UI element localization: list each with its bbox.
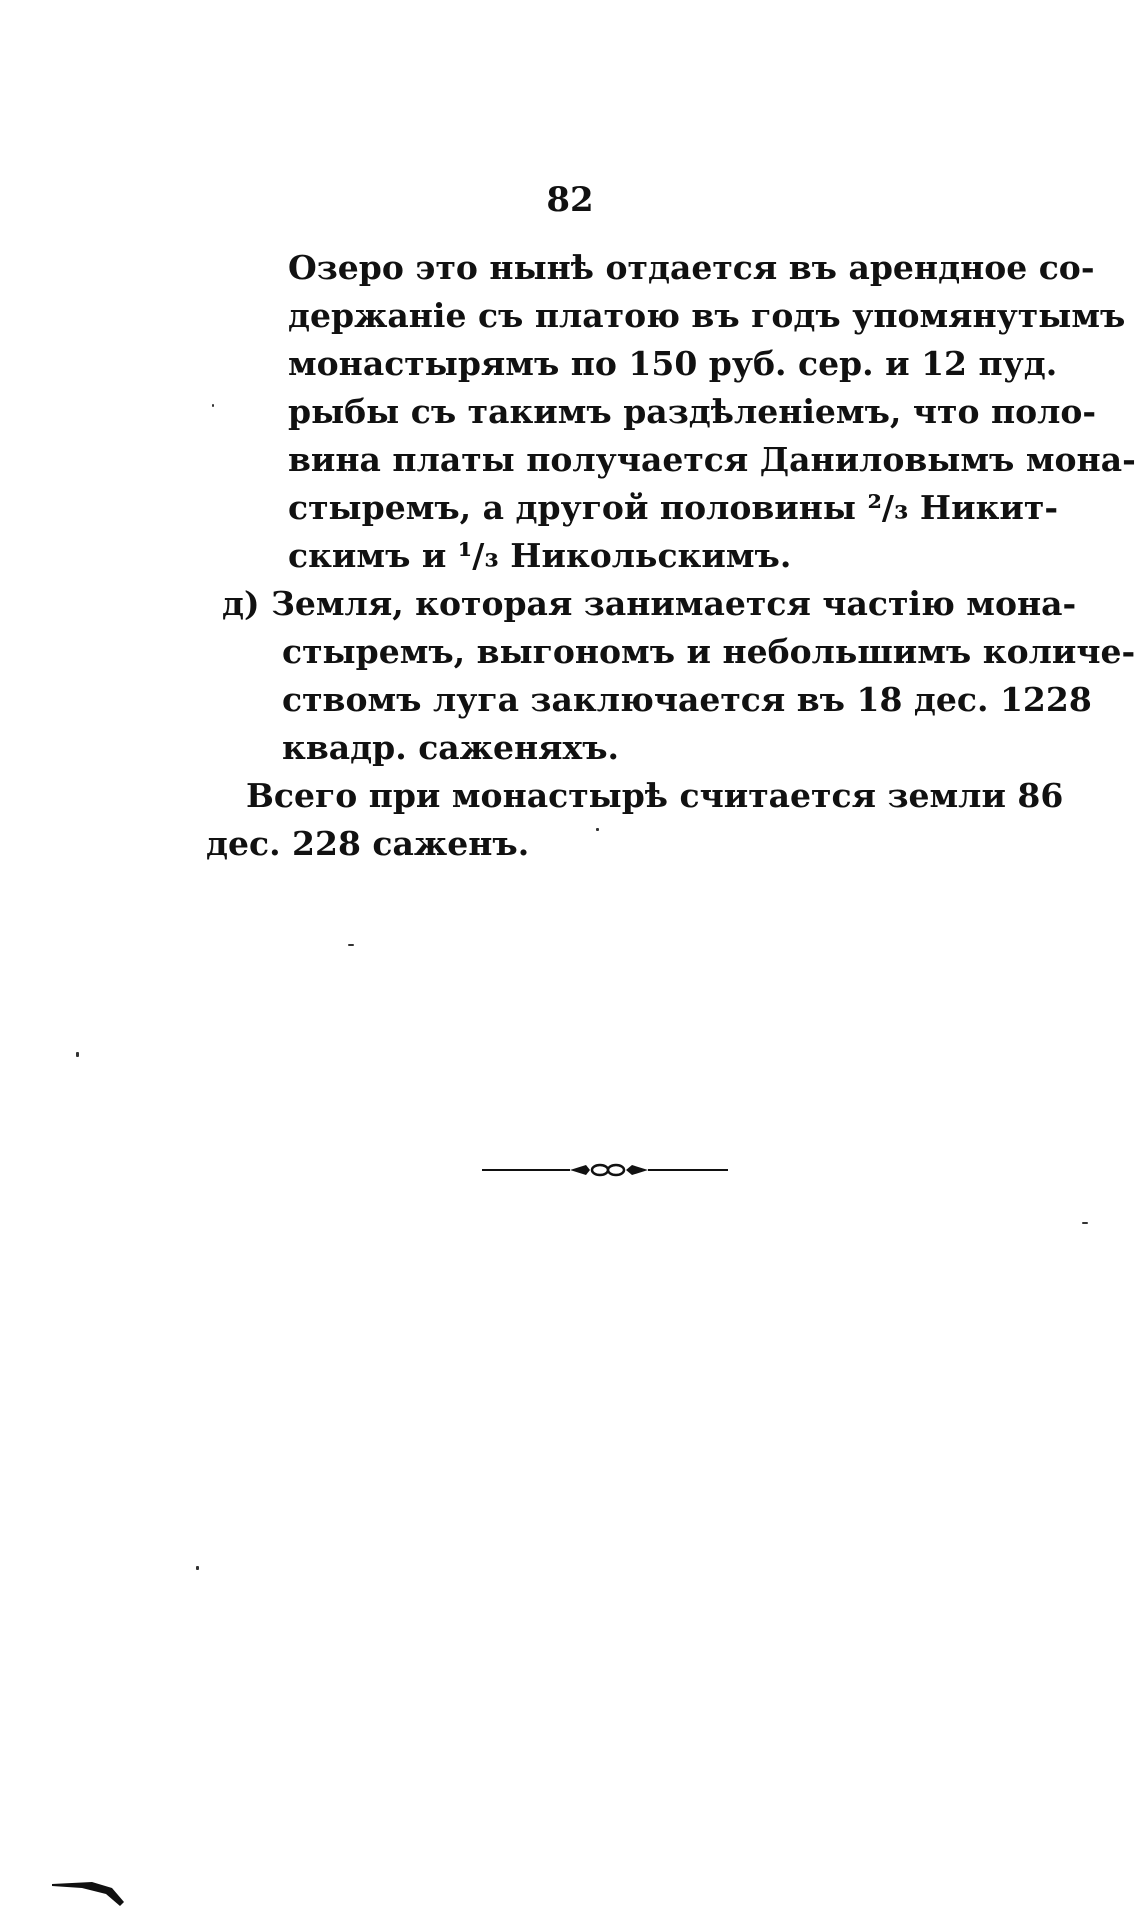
scan-speck [196, 1566, 199, 1570]
page-number: 82 [546, 180, 594, 220]
text-line-4: рыбы съ такимъ раздѣленіемъ, что поло- [288, 392, 1097, 431]
text-line-13: дес. 228 саженъ. [206, 824, 530, 863]
scan-speck [1082, 1222, 1088, 1224]
text-line-10: ствомъ луга заключается въ 18 дес. 1228 [282, 680, 1092, 719]
scan-speck [212, 404, 214, 407]
text-line-5: вина платы получается Даниловымъ мона- [288, 440, 1136, 479]
text-line-11: квадр. саженяхъ. [282, 728, 619, 767]
text-line-7: скимъ и ¹/₃ Никольскимъ. [288, 536, 792, 575]
text-line-12: Всего при монастырѣ считается земли 86 [246, 776, 1064, 815]
text-line-6: стыремъ, а другой половины ²/₃ Никит- [288, 488, 1059, 527]
scan-smudge-icon [52, 1880, 126, 1908]
text-line-8: д) Земля, которая занимается частію мона- [222, 584, 1077, 623]
text-line-1: Озеро это нынѣ отдается въ арендное со- [288, 248, 1095, 287]
text-line-9: стыремъ, выгономъ и небольшимъ количе- [282, 632, 1136, 671]
scan-speck [348, 944, 354, 946]
text-line-3: монастырямъ по 150 руб. сер. и 12 пуд. [288, 344, 1058, 383]
text-line-2: держаніе съ платою въ годъ упомянутымъ [288, 296, 1126, 335]
scan-speck [596, 828, 599, 831]
scan-speck [76, 1052, 79, 1057]
ornament-divider-icon [482, 1158, 728, 1182]
